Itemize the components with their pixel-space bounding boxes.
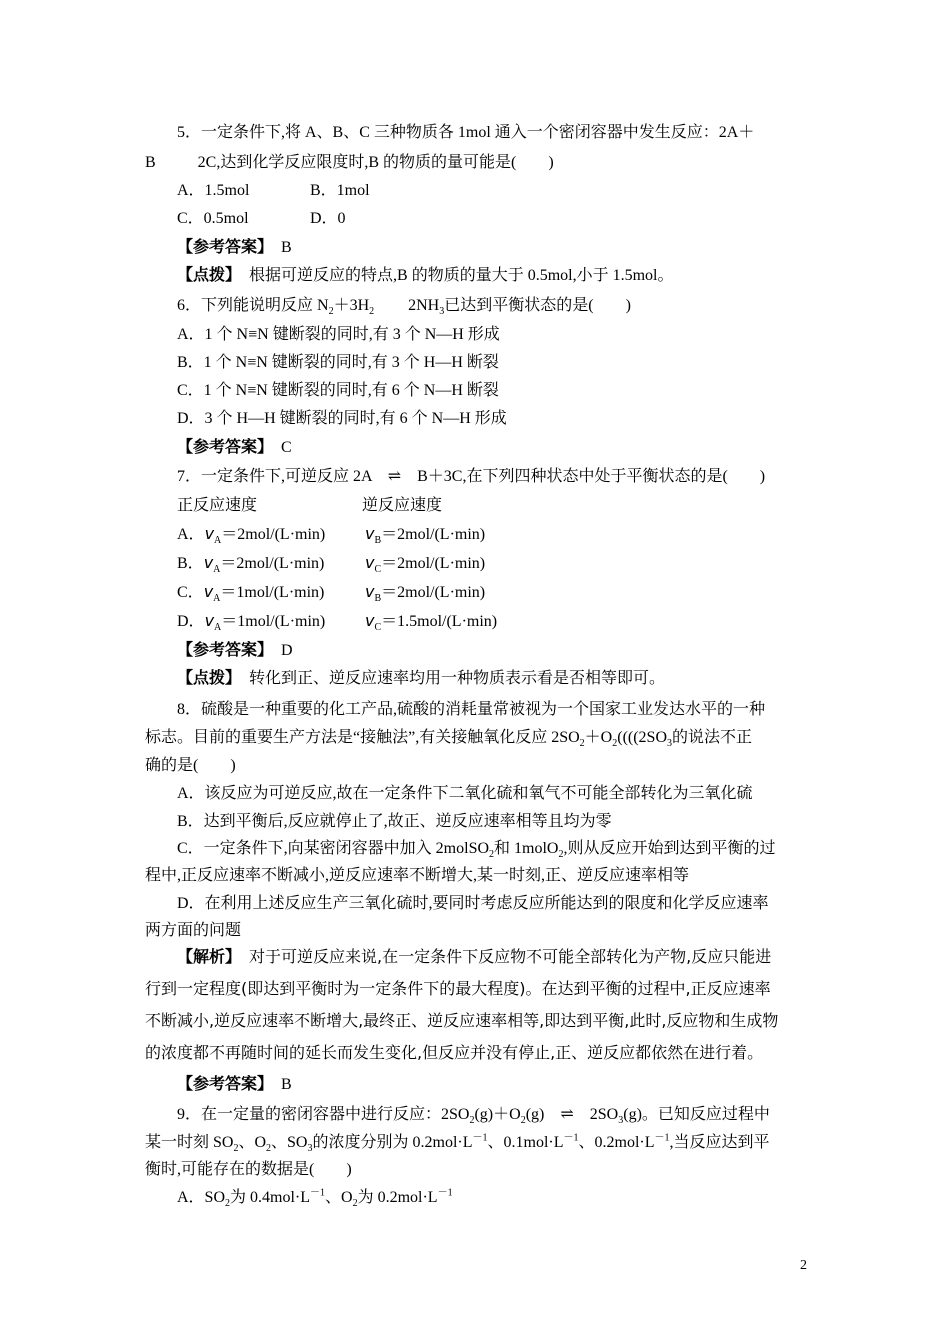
q7-option-c: C．$v_A=1mol/(L\cdot\min)$ xyxy=(177,582,325,605)
q6-option-d: D．3 个 H—H 键断裂的同时,有 6 个 N—H 形成 xyxy=(177,410,507,427)
q7-option-d: D．$v_A=1mol/(L\cdot\min)$ xyxy=(177,611,326,634)
q8-stem-line1: 8．硫酸是一种重要的化工产品,硫酸的消耗量常被视为一个国家工业发达水平的一种 xyxy=(177,701,766,718)
q8-stem-line2: 标志。目前的重要生产方法是“接触法”,有关接触氧化反应 $2SO_2+O_2((((2SO_3$的说法不正 xyxy=(145,729,753,750)
q8-explanation-line1: 【解析】 对于可逆反应来说,在一定条件下反应物不可能全部转化为产物,反应只能进 xyxy=(177,947,772,966)
q7-answer: 【参考答案】 D xyxy=(177,640,293,659)
q5-option-b: B．1mol xyxy=(310,182,370,199)
q9-stem-line3: 衡时,可能存在的数据是( ) xyxy=(145,1161,352,1178)
q8-option-c-line2: 程中,正反应速率不断减小,逆反应速率不断增大,某一时刻,正、逆反应速率相等 xyxy=(145,867,690,884)
q8-option-d-line2: 两方面的问题 xyxy=(145,922,242,939)
q5-option-d: D．0 xyxy=(310,210,346,227)
q7-option-d-reverse: $v_C=1.5mol/(L\cdot\min)$ xyxy=(365,611,498,634)
q8-explanation-line4: 的浓度都不再随时间的延长而发生变化,但反应并没有停止,正、逆反应都依然在进行着。 xyxy=(145,1043,764,1062)
q7-option-b-reverse: $v_C=2mol/(L\cdot\min)$ xyxy=(365,553,486,576)
q8-option-b: B．达到平衡后,反应就停止了,故正、逆反应速率相等且均为零 xyxy=(177,813,612,830)
q5-stem-line1: 5．一定条件下,将 A、B、C 三种物质各 1mol 通入一个密闭容器中发生反应：2A＋ xyxy=(177,124,755,141)
q9-option-a: A．$SO_2$为 $0.4mol\cdot L^{-1}$、$O_2$为 $0.2mol\cdot L^{-1}$ xyxy=(177,1187,453,1210)
q6-answer: 【参考答案】 C xyxy=(177,437,292,456)
q6-option-c: C．1 个 N≡N 键断裂的同时,有 6 个 N—H 断裂 xyxy=(177,382,499,399)
q8-answer: 【参考答案】 B xyxy=(177,1074,292,1093)
q8-explanation-line2: 行到一定程度(即达到平衡时为一定条件下的最大程度)。在达到平衡的过程中,正反应速率 xyxy=(145,979,771,998)
q5-option-c: C．0.5mol xyxy=(177,210,249,227)
q5-answer: 【参考答案】 B xyxy=(177,237,292,256)
q6-stem: 6．下列能说明反应 $N_2+3H_2$ $2NH_3$已达到平衡状态的是( ) xyxy=(177,297,631,318)
q7-option-b: B．$v_A=2mol/(L\cdot\min)$ xyxy=(177,553,325,576)
q7-header-forward: 正反应速度 xyxy=(177,497,258,514)
q9-stem-line1: 9．在一定量的密闭容器中进行反应：$2SO_2(g)+O_2(g)$ ⇌ $2SO_3(g)$。已知反应过程中 xyxy=(177,1106,770,1127)
q6-option-b: B．1 个 N≡N 键断裂的同时,有 3 个 H—H 断裂 xyxy=(177,354,499,371)
q8-option-a: A．该反应为可逆反应,故在一定条件下二氧化硫和氧气不可能全部转化为三氧化硫 xyxy=(177,785,753,802)
q7-option-a: A．$v_A=2mol/(L\cdot\min)$ xyxy=(177,524,326,547)
q5-option-a: A．1.5mol xyxy=(177,182,250,199)
q7-option-a-reverse: $v_B=2mol/(L\cdot\min)$ xyxy=(365,524,486,547)
q7-option-c-reverse: $v_B=2mol/(L\cdot\min)$ xyxy=(365,582,486,605)
q8-option-d-line1: D．在利用上述反应生产三氧化硫时,要同时考虑反应所能达到的限度和化学反应速率 xyxy=(177,895,769,912)
q8-option-c-line1: C．一定条件下,向某密闭容器中加入 2molSO$_2$和 1molO$_2$,则从反应开始到达到平衡的过 xyxy=(177,840,776,861)
q7-stem: 7．一定条件下,可逆反应 2A ⇌ B＋3C,在下列四种状态中处于平衡状态的是( ) xyxy=(177,468,766,485)
q5-stem-line2: B 2C,达到化学反应限度时,B 的物质的量可能是( ) xyxy=(145,154,554,171)
q5-tip: 【点拨】 根据可逆反应的特点,B 的物质的量大于 0.5mol,小于 1.5mol。 xyxy=(177,265,674,284)
q7-header-reverse: 逆反应速度 xyxy=(362,497,443,514)
q8-stem-line3: 确的是( ) xyxy=(145,757,236,774)
q7-tip: 【点拨】 转化到正、逆反应速率均用一种物质表示看是否相等即可。 xyxy=(177,668,666,687)
q8-explanation-line3: 不断减小,逆反应速率不断增大,最终正、逆反应速率相等,即达到平衡,此时,反应物和生成物 xyxy=(145,1011,779,1030)
q6-option-a: A．1 个 N≡N 键断裂的同时,有 3 个 N—H 形成 xyxy=(177,326,500,343)
q9-stem-line2: 某一时刻 $SO_2$、$O_2$、$SO_3$的浓度分别为 $0.2mol\cdot L^{-1}$、$0.1mol\cdot L^{-1}$、$0.2mol\cdot L^{-1}$,当反应达到平 xyxy=(145,1132,770,1155)
page-number: 2 xyxy=(800,1258,807,1273)
